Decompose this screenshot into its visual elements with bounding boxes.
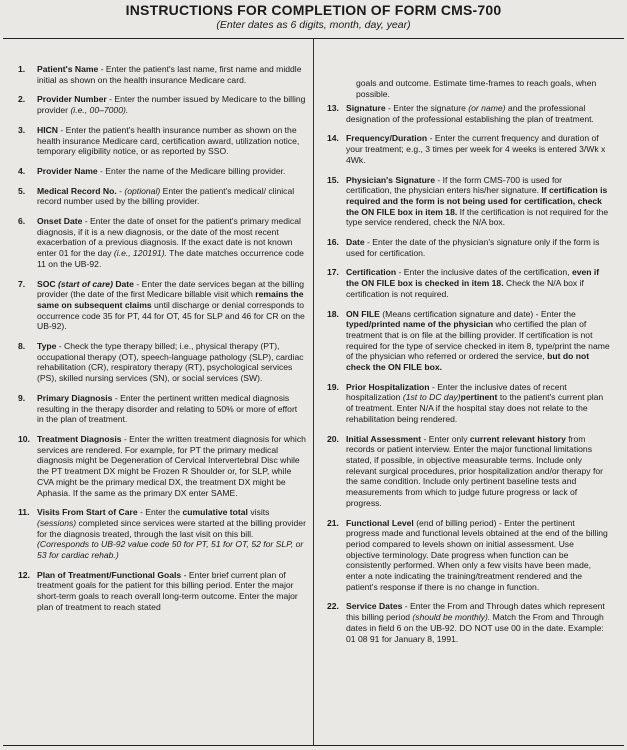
item-italic-text: (should be monthly). <box>412 612 491 623</box>
column-divider <box>313 39 314 745</box>
item-bold-text: Primary Diagnosis <box>37 392 113 403</box>
instruction-item <box>18 279 306 333</box>
item-text: - Enter the date of the physician's signature only if the form is used for certification. <box>346 237 600 258</box>
item-bold-text: Functional Level <box>346 517 414 528</box>
instruction-item <box>327 382 610 425</box>
item-bold-text: Provider Name <box>37 165 98 176</box>
item-text: visits <box>247 507 270 518</box>
instruction-item <box>18 216 306 270</box>
item-text: Enter the patient's medical/ clinical record number used by the billing provider. <box>37 185 295 207</box>
item-number: 4. <box>18 165 26 176</box>
item-text: - Enter the inclusive dates of the certification, <box>396 267 572 278</box>
item-number: 16. <box>327 237 339 248</box>
item-text: who certified the plan of treatment that is on file at the billing provider. If certification is not required for the type of service checked in item 8, type/print the name of the physician who referred or ordered the service, <box>346 319 610 362</box>
item-text: - Enter the current frequency and duration of your treatment; e.g., 3 times per week for 4 weeks is entered 3/Wk x 4Wk. <box>346 133 606 165</box>
item-number: 21. <box>327 517 339 528</box>
left-column <box>18 64 306 622</box>
item-number: 11. <box>18 507 30 518</box>
item-text: - Enter the <box>137 507 183 518</box>
item-title-italic: (start of care) <box>55 278 113 289</box>
item-bold-text: typed/printed name of the physician <box>346 319 494 330</box>
item-text: The date matches occurrence code 11 on the UB-92. <box>37 248 304 269</box>
item-bold-text: Prior Hospitalization <box>346 381 430 392</box>
item-bold-text: Provider Number <box>37 94 107 105</box>
item-bold-text: pertinent <box>460 392 498 403</box>
continued-text: goals and outcome. Estimate time-frames to reach goals, when possible. <box>356 78 597 99</box>
item-number: 5. <box>18 185 26 196</box>
instruction-item <box>18 570 306 613</box>
item-bold-text: Frequency/Duration <box>346 133 428 144</box>
instruction-item <box>327 518 610 593</box>
item-bold-text: Patient's Name <box>37 64 99 74</box>
instruction-item <box>327 133 610 165</box>
instruction-item <box>18 64 306 85</box>
item-text: (Means certification signature and date) - Enter the <box>379 308 576 319</box>
item-text: from records or patient interview. Enter the major functional limitations stated, if possible, in objective measurable terms. Include only relevant surgical procedures, prior hospitalization and/or therapy for the same condition. Include only pertinent baseline tests and measurements from which to judge future progress or lack of progress. <box>346 433 603 508</box>
item-text: If the certification is not required for the type service rendered, check the N/A box. <box>346 206 609 228</box>
instruction-item <box>18 393 306 425</box>
instruction-item <box>327 309 610 373</box>
item-text: - <box>116 185 125 196</box>
item-text: until discharge or denial corresponds to occurrence code 35 for PT, 44 for OT, 45 for SLP and 46 for CR on the UB-92). <box>37 299 305 332</box>
bottom-divider <box>3 745 624 746</box>
item-number: 18. <box>327 308 339 319</box>
instruction-item <box>327 237 610 258</box>
item-italic-text: (i.e., 120191). <box>113 248 167 259</box>
item-text: - Enter the name of the Medicare billing provider. <box>97 165 286 176</box>
item-text: - Enter the From and Through dates which represent this billing period <box>346 601 605 623</box>
item-bold-text: Visits From Start of Care <box>37 507 138 518</box>
item-text: completed since services were started at the billing provider for the diagnosis treated, through the last visit on this bill. <box>37 517 306 539</box>
instruction-item <box>18 166 306 177</box>
item-bold-text: Signature <box>346 103 386 113</box>
item-number: 12. <box>18 569 30 580</box>
item-text: - Enter the inclusive dates of recent hospitalization <box>346 381 567 403</box>
instruction-item <box>18 186 306 207</box>
item-text: - Enter the pertinent written medical diagnosis resulting in the therapy disorder and relating to 50% or more of effort in the plan of treatment. <box>37 392 298 425</box>
item-text: - Enter the patient's health insurance number as shown on the health insurance Medicare card, certification award, utilization notice, temporary eligibility notice, or as reported by SSO. <box>37 124 300 157</box>
item-text: - Enter the patient's last name, first name and middle initial as shown on the health insurance Medicare card. <box>37 64 302 85</box>
right-column <box>327 103 610 653</box>
item-italic-text: (or name) <box>468 103 506 113</box>
item-italic-text: (optional) <box>124 185 161 196</box>
item-text: - If the form CMS-700 is used for certification, the physician enters his/her signature. <box>346 174 563 196</box>
instruction-item <box>18 507 306 561</box>
item-number: 8. <box>18 341 26 352</box>
instruction-item <box>327 434 610 509</box>
item-bold-text: Date <box>112 278 134 289</box>
item-text: - Enter the number issued by Medicare to the billing provider <box>37 94 306 116</box>
item-bold-text: current relevant history <box>469 433 566 444</box>
page-subtitle: (Enter dates as 6 digits, month, day, year) <box>216 19 411 31</box>
item-number: 15. <box>327 174 339 185</box>
item-bold-text: Onset Date <box>37 216 83 227</box>
item-text: and the professional designation of the professional establishing the plan of treatment. <box>346 103 594 124</box>
item-number: 17. <box>327 267 339 278</box>
item-number: 19. <box>327 381 339 392</box>
instruction-item <box>327 267 610 299</box>
item-italic-text: (sessions) <box>37 517 77 528</box>
instruction-item <box>18 434 306 498</box>
item-bold-text: ON FILE <box>346 308 380 319</box>
item-number: 9. <box>18 392 26 403</box>
item-bold-text: Date <box>346 237 365 248</box>
item-bold-text: Medical Record No. <box>37 185 117 196</box>
item-text: - Enter the written treatment diagnosis for which services are rendered. For example, for PT the primary medical diagnosis might be Degeneration of Cervical Intervertebral Disc while the PT treatment DX might be Frozen R Shoulder or, for SLP, while CVA might be the primary medical DX, the treatment DX might be Aphasia. If the same as the primary DX enter SAME. <box>37 433 306 498</box>
item-number: 2. <box>18 94 26 105</box>
item-text: - Enter brief current plan of treatment goals for the patient for this billing period. Enter the major short-term goals to reach overall long-term outcome. Enter the major plan of treatment to reach stated <box>37 569 298 612</box>
item-number: 20. <box>327 433 339 444</box>
item-italic-text: (i.e., 00–7000). <box>70 105 129 116</box>
instruction-item <box>327 175 610 229</box>
item-number: 10. <box>18 433 30 444</box>
item-bold-text: HICN <box>37 124 59 135</box>
instruction-item <box>327 103 610 124</box>
item-text: to the patient's current plan of treatment. Enter N/A if the hospital stay does not relate to the rehabilitation being rendered. <box>346 392 604 424</box>
item-text: - Enter the date services began at the billing provider (the date of the first Medicare billable visit which <box>37 278 305 300</box>
item-bold-text: Physician's Signature <box>346 174 435 185</box>
item-text: - Enter only <box>421 433 470 444</box>
item-number: 1. <box>18 64 26 74</box>
item-bold-text: remains the same on subsequent claims <box>37 289 304 310</box>
item-bold-text: Type <box>37 341 57 352</box>
item-bold-text: Plan of Treatment/Functional Goals <box>37 569 182 580</box>
instruction-item <box>327 601 610 644</box>
item-bold-text: If certification is required and the form is not being used for certification, check the ON FILE box in item 18. <box>346 185 608 217</box>
instruction-item <box>18 341 306 384</box>
item-bold-text: SOC <box>37 278 56 289</box>
page-title: INSTRUCTIONS FOR COMPLETION OF FORM CMS-700 <box>125 2 502 18</box>
item-bold-text: but do not check the ON FILE box. <box>346 351 590 373</box>
item-text: - Check the type therapy billed; i.e., physical therapy (PT), occupational therapy (OT), speech-language pathology (SLP), cardiac rehabilitation (CR), respiratory therapy (RT), psychological services (PS), skilled nursing services (SN), or social services (SW). <box>37 341 304 384</box>
item-text: - Enter the signature <box>385 103 469 113</box>
item-number: 7. <box>18 278 26 289</box>
item-number: 6. <box>18 216 26 227</box>
item-bold-text: even if the ON FILE box is checked in item 18. <box>346 267 600 289</box>
item-bold-text: Service Dates <box>346 601 403 612</box>
instruction-item <box>18 94 306 115</box>
item-text: - Enter the date of onset for the patient's primary medical diagnosis, if it is a new diagnosis, or the date of the most recent exacerbation of a previous diagnosis. If the exact date is not known enter 01 for the day <box>37 216 301 259</box>
item-bold-text: cumulative total <box>182 507 248 518</box>
item-text: (end of billing period) - Enter the pertinent progress made and functional levels obtained at the end of the billing period compared to levels shown on initial assessment. Use objective terminology. Date progress when function can be consistently performed. When only a few visits have been made, enter a note indicating the training/treatment rendered and the patient's response if there is no change in function. <box>346 517 608 592</box>
instruction-item <box>18 125 306 157</box>
item-number: 14. <box>327 133 339 144</box>
item-text: Match the From and Through dates in field 6 on the UB-92. DO NOT use 00 in the date. Example: 01 08 91 for January 8, 1991. <box>346 612 604 644</box>
item-number: 3. <box>18 124 26 135</box>
item-number: 13. <box>327 103 339 113</box>
item-text: Check the N/A box if certification is not required. <box>346 278 584 299</box>
item-italic-text: (1st to DC day) <box>402 392 461 403</box>
item-bold-text: Initial Assessment <box>346 433 422 444</box>
item-italic-text: (Corresponds to UB-92 value code 50 for PT, 51 for OT, 52 for SLP, or 53 for cardiac rehab.) <box>37 539 304 561</box>
item-number: 22. <box>327 601 339 612</box>
item-bold-text: Certification <box>346 267 397 278</box>
item-bold-text: Treatment Diagnosis <box>37 433 122 444</box>
